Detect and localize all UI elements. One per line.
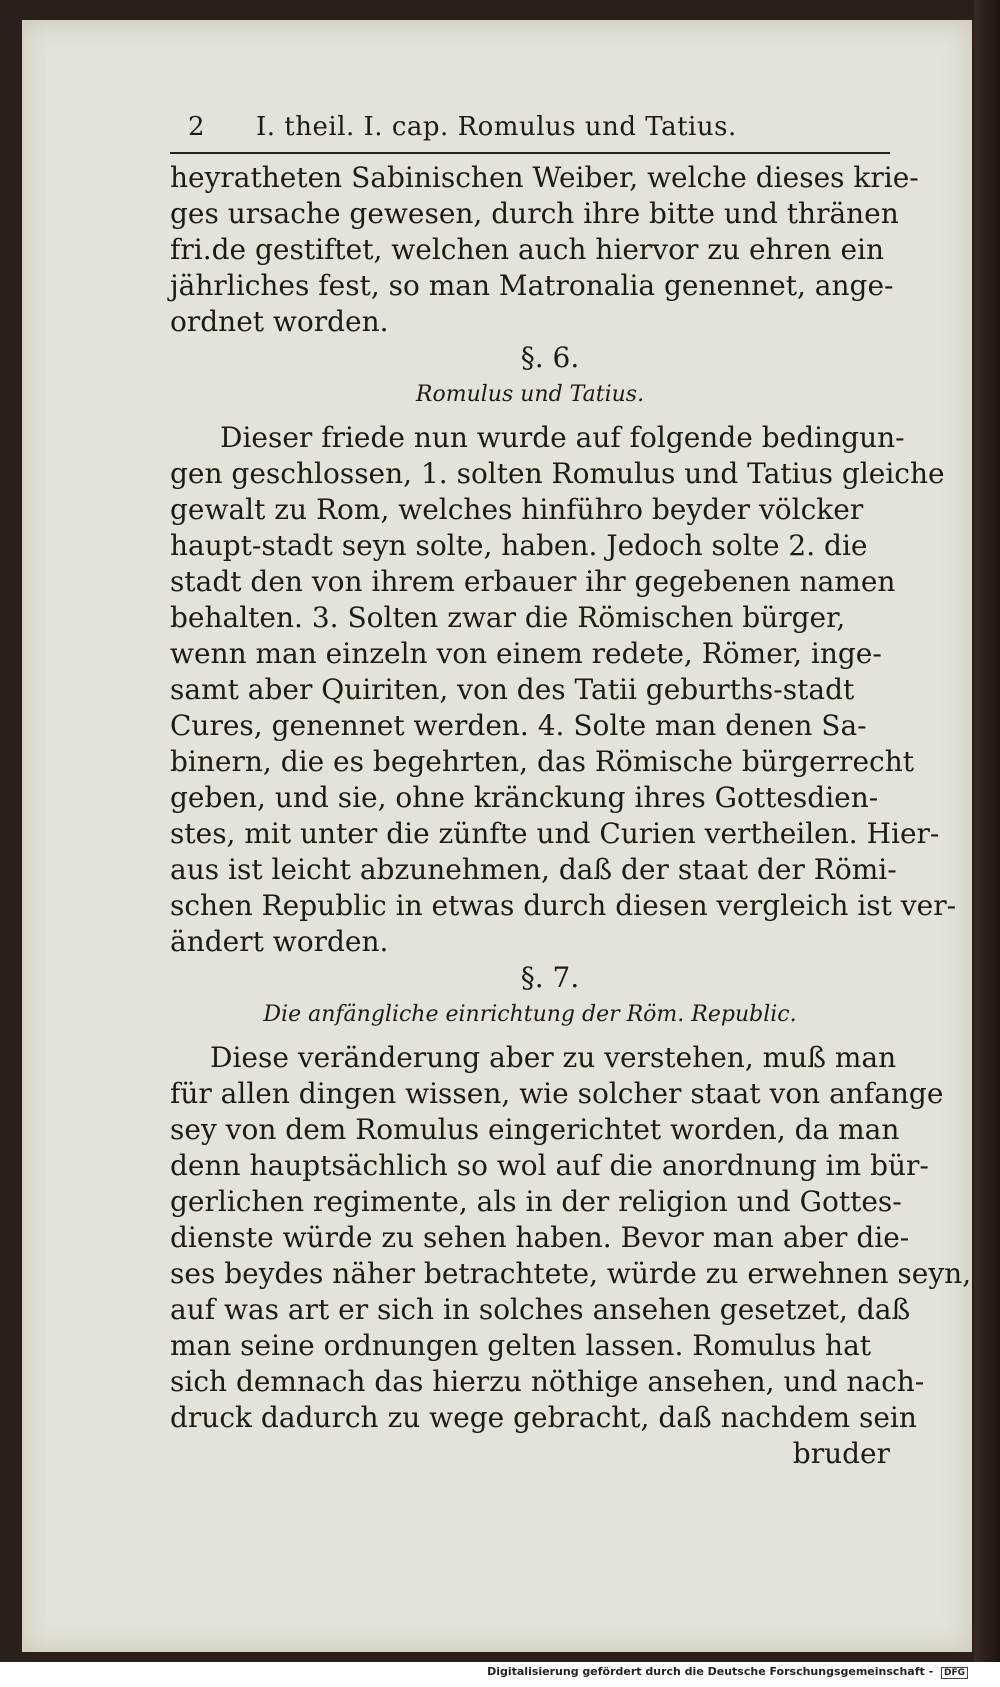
text-line: denn hauptsächlich so wol auf die anordnung im bür- <box>170 1149 929 1182</box>
catchword: bruder <box>792 1437 890 1470</box>
text-line: stes, mit unter die zünfte und Curien vertheilen. Hier- <box>170 817 940 850</box>
text-block-3 <box>170 1040 972 1472</box>
text-line: Dieser friede nun wurde auf folgende bedingun- <box>220 421 905 454</box>
dfg-logo: DFG <box>941 1667 968 1679</box>
text-line: ses beydes näher betrachtete, würde zu erwehnen seyn, <box>170 1257 972 1290</box>
text-line: schen Republic in etwas durch diesen vergleich ist ver- <box>170 889 957 922</box>
text-line: gewalt zu Rom, welches hinführo beyder völcker <box>170 493 864 526</box>
text-line: druck dadurch zu wege gebracht, daß nachdem sein <box>170 1401 917 1434</box>
text-line: ges ursache gewesen, durch ihre bitte und thränen <box>170 197 899 230</box>
credit-text: Digitalisierung gefördert durch die Deutsche Forschungsgemeinschaft - <box>487 1665 934 1678</box>
text-line: ordnet worden. <box>170 305 389 338</box>
text-line: jährliches fest, so man Matronalia genennet, ange- <box>170 269 894 302</box>
text-line: ändert worden. <box>170 925 389 958</box>
text-line: gerlichen regimente, als in der religion und Gottes- <box>170 1185 902 1218</box>
running-header <box>170 112 890 154</box>
text-line: sey von dem Romulus eingerichtet worden, da man <box>170 1113 900 1146</box>
digitization-credit <box>0 1665 1000 1687</box>
text-line: haupt-stadt seyn solte, haben. Jedoch solte 2. die <box>170 529 868 562</box>
section-heading: Die anfängliche einrichtung der Röm. Republic. <box>263 1002 797 1027</box>
section-number: §. 7. <box>520 961 580 994</box>
section-number: §. 6. <box>520 341 580 374</box>
running-title: I. theil. I. cap. Romulus und Tatius. <box>256 112 737 142</box>
text-line: auf was art er sich in solches ansehen gesetzet, daß <box>170 1293 911 1326</box>
text-line: Diese veränderung aber zu verstehen, muß man <box>210 1041 897 1074</box>
text-line: wenn man einzeln von einem redete, Römer, inge- <box>170 637 882 670</box>
text-line: samt aber Quiriten, von des Tatii geburths-stadt <box>170 673 855 706</box>
text-line: dienste würde zu sehen haben. Bevor man aber die- <box>170 1221 910 1254</box>
text-block-2 <box>170 420 957 960</box>
text-block-1 <box>170 160 919 340</box>
text-line: fri.de gestiftet, welchen auch hiervor zu ehren ein <box>170 233 884 266</box>
text-line: geben, und sie, ohne kränckung ihres Gottesdien- <box>170 781 879 814</box>
text-line: Cures, genennet werden. 4. Solte man denen Sa- <box>170 709 867 742</box>
page-number: 2 <box>188 112 205 142</box>
text-line: stadt den von ihrem erbauer ihr gegebenen namen <box>170 565 896 598</box>
text-line: für allen dingen wissen, wie solcher staat von anfange <box>170 1077 944 1110</box>
page-content <box>170 112 972 1472</box>
text-line: heyratheten Sabinischen Weiber, welche dieses krie- <box>170 161 919 194</box>
text-line: gen geschlossen, 1. solten Romulus und Tatius gleiche <box>170 457 945 490</box>
book-edge <box>974 0 1000 1662</box>
text-line: aus ist leicht abzunehmen, daß der staat der Römi- <box>170 853 897 886</box>
text-line: man seine ordnungen gelten lassen. Romulus hat <box>170 1329 872 1362</box>
text-line: behalten. 3. Solten zwar die Römischen bürger, <box>170 601 846 634</box>
section-heading: Romulus und Tatius. <box>415 382 645 407</box>
text-line: binern, die es begehrten, das Römische bürgerrecht <box>170 745 914 778</box>
text-line: sich demnach das hierzu nöthige ansehen, und nach- <box>170 1365 925 1398</box>
